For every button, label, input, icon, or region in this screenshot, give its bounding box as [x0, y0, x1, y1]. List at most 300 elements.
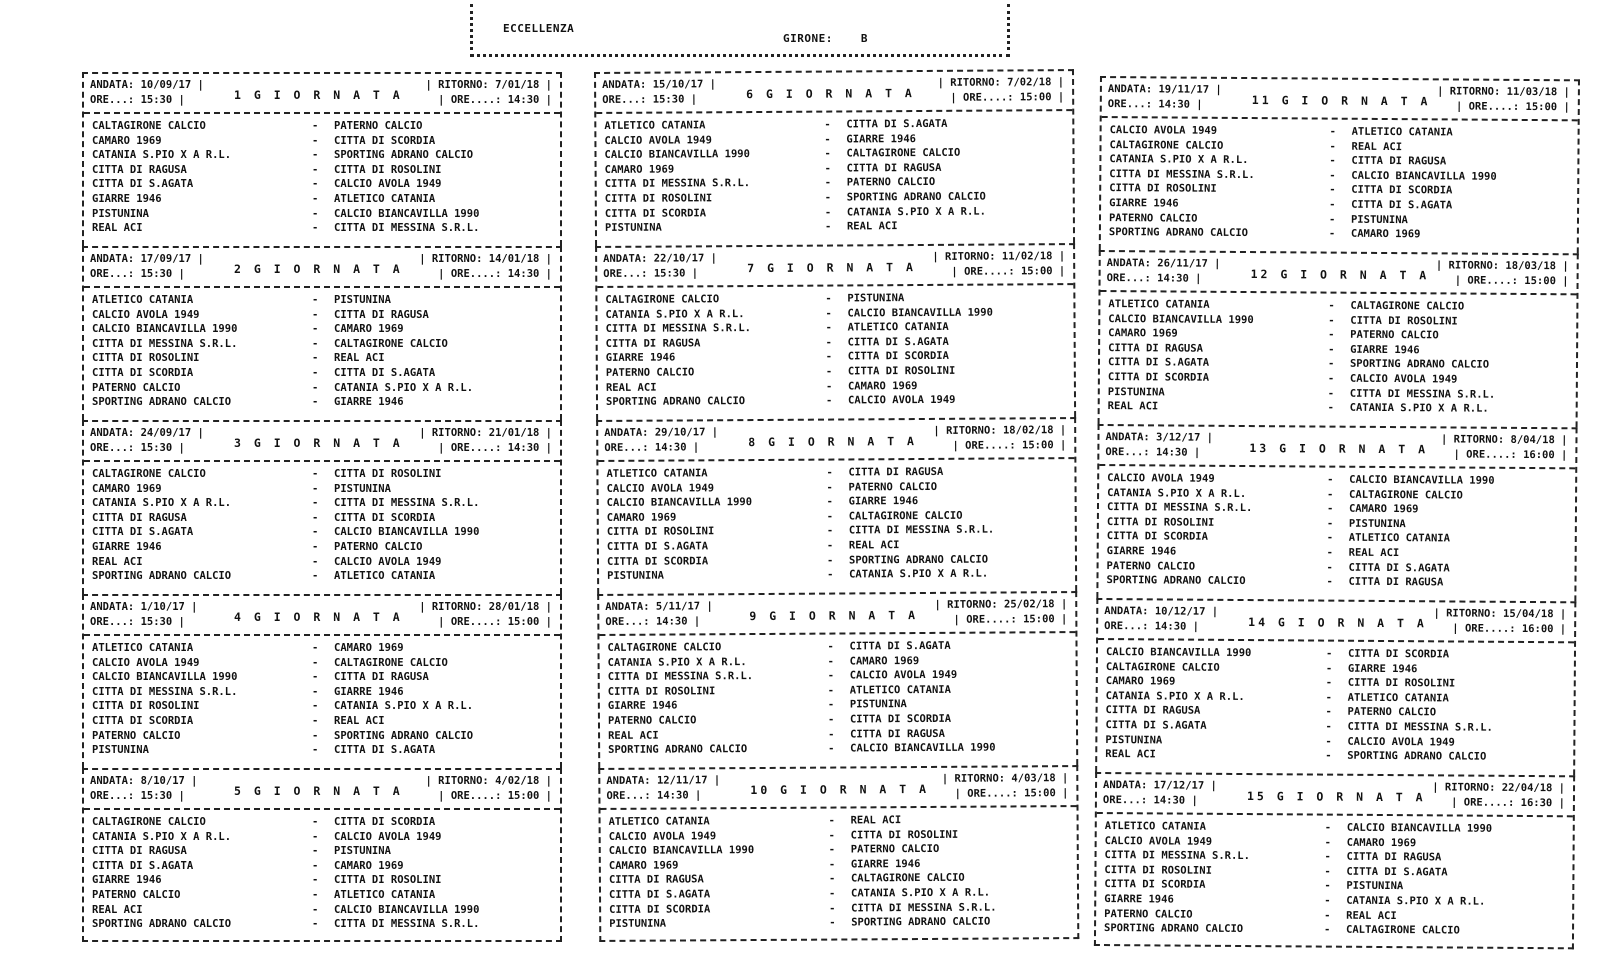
match-dash: -	[1329, 183, 1336, 197]
ore-value: 15:30	[140, 94, 173, 106]
ritorno-time: | ORE....: 14:30 |	[438, 94, 552, 106]
home-team: ATLETICO CATANIA	[92, 642, 194, 654]
match-dash: -	[312, 294, 319, 306]
away-team: CITTA DI RAGUSA	[846, 161, 942, 175]
ritorno-value: 18/03/18	[1505, 259, 1557, 273]
ritorno-value: 18/02/18	[1002, 424, 1054, 437]
ritorno-time: | ORE....: 15:00 |	[1455, 100, 1570, 114]
andata-time: ORE...: 15:30 |	[90, 616, 185, 628]
ore2-label: ORE....:	[1466, 448, 1517, 461]
match-row	[84, 642, 560, 657]
ore2-value: 15:00	[1524, 274, 1556, 288]
ritorno-time: | ORE....: 14:30 |	[438, 268, 552, 280]
match-row	[84, 164, 560, 179]
away-team: CITTA DI ROSOLINI	[334, 163, 442, 176]
round-title: 11 G I O R N A T A	[1251, 93, 1431, 109]
away-team: CATANIA S.PIO X A R.L.	[334, 381, 474, 394]
home-team: CAMARO 1969	[92, 482, 162, 495]
home-team: REAL ACI	[608, 729, 659, 742]
round-box	[595, 243, 1076, 420]
away-team: CAMARO 1969	[1348, 502, 1419, 516]
ore-label: ORE...:	[1107, 98, 1153, 111]
home-team: CALCIO BIANCAVILLA 1990	[1105, 646, 1252, 660]
away-team: CALTAGIRONE CALCIO	[334, 337, 448, 350]
home-team: CALTAGIRONE CALCIO	[1109, 138, 1224, 152]
ritorno-date: | RITORNO: 18/03/18 |	[1435, 259, 1569, 273]
andata-date: ANDATA: 12/11/17 |	[606, 774, 721, 787]
match-dash: -	[1326, 531, 1334, 545]
home-team: CATANIA S.PIO X A R.L.	[92, 149, 232, 162]
ritorno-label: RITORNO:	[431, 253, 483, 265]
away-team: CAMARO 1969	[849, 654, 920, 668]
ore-value: 15:30	[652, 93, 685, 106]
round-header	[1098, 600, 1574, 643]
andata-date: ANDATA: 17/12/17 |	[1103, 779, 1217, 792]
ore2-label: ORE....:	[966, 613, 1017, 626]
round-header	[84, 596, 560, 636]
ritorno-value: 4/03/18	[1011, 772, 1056, 785]
away-team: ATLETICO CATANIA	[847, 321, 949, 334]
away-team: ATLETICO CATANIA	[1351, 125, 1453, 139]
match-dash: -	[825, 380, 833, 393]
home-team: CITTA DI MESSINA S.R.L.	[92, 337, 238, 350]
match-row	[84, 657, 560, 672]
match-dash: -	[824, 191, 832, 204]
home-team: CITTA DI ROSOLINI	[607, 685, 716, 698]
away-team: PATERNO CALCIO	[846, 176, 936, 189]
away-team: CITTA DI S.AGATA	[847, 335, 949, 349]
match-row	[597, 219, 1073, 237]
ritorno-value: 28/01/18	[488, 601, 540, 613]
andata-value: 12/11/17	[656, 774, 708, 787]
ritorno-label: RITORNO:	[438, 775, 489, 787]
round-title: 15 G I O R N A T A	[1246, 789, 1426, 805]
home-team: CALCIO BIANCAVILLA 1990	[606, 496, 753, 510]
home-team: CALCIO AVOLA 1949	[1107, 472, 1215, 485]
home-team: CALCIO AVOLA 1949	[606, 481, 715, 495]
match-dash: -	[826, 554, 834, 567]
ritorno-time: | ORE....: 15:00 |	[954, 787, 1069, 800]
away-team: ATLETICO CATANIA	[849, 683, 951, 697]
home-team: CALCIO AVOLA 1949	[1109, 124, 1218, 137]
match-list	[1096, 814, 1573, 940]
ritorno-label: RITORNO:	[431, 601, 483, 613]
match-dash: -	[824, 118, 831, 131]
ritorno-date: | RITORNO: 11/02/18 |	[932, 250, 1066, 263]
round-box	[598, 765, 1079, 942]
match-row	[84, 816, 560, 831]
away-team: REAL ACI	[1351, 140, 1403, 153]
ritorno-time: | ORE....: 15:00 |	[951, 265, 1066, 278]
match-dash: -	[1327, 357, 1335, 371]
home-team: GIARRE 1946	[1106, 545, 1177, 558]
column-1	[82, 72, 562, 972]
match-list	[1100, 292, 1577, 418]
away-team: CITTA DI MESSINA S.R.L.	[334, 222, 480, 235]
andata-time: ORE...: 14:30 |	[1107, 98, 1203, 111]
away-team: PISTUNINA	[849, 698, 907, 711]
away-team: ATLETICO CATANIA	[1347, 691, 1449, 705]
home-team: SPORTING ADRANO CALCIO	[92, 570, 232, 583]
andata-date: ANDATA: 15/10/17 |	[602, 78, 716, 91]
andata-value: 1/10/17	[140, 601, 185, 613]
home-team: PATERNO CALCIO	[607, 714, 697, 727]
home-team: CITTA DI ROSOLINI	[606, 525, 715, 539]
away-team: CITTA DI S.AGATA	[1346, 865, 1448, 879]
home-team: REAL ACI	[1105, 748, 1156, 761]
away-team: ATLETICO CATANIA	[334, 192, 436, 205]
match-dash: -	[827, 713, 835, 726]
home-team: CITTA DI RAGUSA	[605, 337, 701, 350]
home-team: CITTA DI RAGUSA	[92, 845, 187, 858]
home-team: CITTA DI S.AGATA	[1107, 356, 1210, 370]
match-dash: -	[829, 916, 836, 929]
match-dash: -	[312, 352, 319, 365]
andata-date: ANDATA: 1/10/17 |	[90, 601, 198, 613]
andata-label: ANDATA:	[90, 427, 135, 439]
ritorno-label: RITORNO:	[946, 424, 997, 437]
home-team: REAL ACI	[92, 222, 143, 235]
match-row	[84, 497, 560, 512]
andata-time: ORE...: 14:30 |	[605, 615, 701, 628]
match-dash: -	[1329, 125, 1336, 138]
away-team: GIARRE 1946	[1347, 662, 1418, 675]
match-row	[84, 135, 560, 150]
away-team: CALCIO BIANCAVILLA 1990	[847, 306, 993, 320]
round-box	[597, 591, 1078, 768]
match-dash: -	[312, 482, 319, 495]
ore2-label: ORE....:	[967, 787, 1018, 800]
home-team: CAMARO 1969	[92, 134, 162, 147]
away-team: CITTA DI RAGUSA	[1351, 154, 1447, 168]
away-team: CITTA DI RAGUSA	[334, 671, 429, 684]
match-row	[84, 468, 560, 483]
andata-time: ORE...: 14:30 |	[1105, 446, 1201, 459]
andata-value: 26/11/17	[1157, 257, 1208, 270]
match-dash: -	[1329, 154, 1336, 167]
match-dash: -	[312, 830, 319, 843]
home-team: REAL ACI	[1107, 400, 1159, 413]
match-dash: -	[825, 321, 832, 334]
match-list	[84, 462, 560, 585]
match-dash: -	[312, 845, 319, 858]
away-team: PISTUNINA	[1350, 213, 1408, 226]
match-dash: -	[825, 307, 832, 320]
away-team: CATANIA S.PIO X A R.L.	[334, 700, 474, 713]
home-team: SPORTING ADRANO CALCIO	[605, 395, 746, 409]
andata-time: ORE...: 15:30 |	[90, 790, 185, 802]
round-box	[82, 594, 562, 768]
match-row	[1098, 574, 1574, 592]
away-team: CALTAGIRONE CALCIO	[334, 656, 448, 669]
home-team: CITTA DI MESSINA S.R.L.	[92, 685, 238, 698]
home-team: PISTUNINA	[609, 917, 667, 931]
home-team: REAL ACI	[605, 381, 657, 394]
home-team: CATANIA S.PIO X A R.L.	[92, 830, 232, 843]
match-dash: -	[312, 497, 319, 510]
away-team: CALTAGIRONE CALCIO	[848, 509, 963, 523]
andata-label: ANDATA:	[604, 426, 649, 439]
ore2-value: 15:00	[1024, 787, 1056, 800]
andata-label: ANDATA:	[90, 775, 135, 787]
andata-value: 24/09/17	[140, 427, 192, 439]
home-team: CITTA DI MESSINA S.R.L.	[1109, 167, 1255, 181]
ritorno-date: | RITORNO: 4/02/18 |	[425, 775, 552, 787]
match-dash: -	[828, 858, 836, 871]
match-dash: -	[1325, 662, 1333, 675]
ore2-value: 16:00	[1523, 448, 1555, 462]
match-dash: -	[827, 568, 834, 581]
match-dash: -	[826, 539, 834, 552]
andata-time: ORE...: 15:30 |	[90, 268, 185, 280]
home-team: CITTA DI RAGUSA	[92, 511, 187, 524]
ritorno-label: RITORNO:	[947, 598, 998, 611]
andata-label: ANDATA:	[1106, 257, 1152, 270]
match-dash: -	[826, 510, 834, 523]
away-team: PISTUNINA	[847, 292, 905, 305]
away-team: CITTA DI ROSOLINI	[1347, 676, 1456, 690]
home-team: CITTA DI ROSOLINI	[1106, 515, 1215, 529]
away-team: CITTA DI MESSINA S.R.L.	[848, 523, 995, 537]
andata-date: ANDATA: 29/10/17 |	[604, 426, 719, 439]
away-team: CALTAGIRONE CALCIO	[1346, 923, 1460, 937]
home-team: CALTAGIRONE CALCIO	[607, 641, 722, 654]
match-dash: -	[1326, 546, 1334, 559]
home-team: CITTA DI ROSOLINI	[92, 700, 200, 713]
ore2-label: ORE....:	[450, 94, 502, 106]
andata-time: ORE...: 15:30 |	[90, 94, 185, 106]
round-box	[82, 246, 562, 420]
away-team: CITTA DI MESSINA S.R.L.	[334, 497, 480, 510]
column-3	[1094, 76, 1580, 979]
ritorno-label: RITORNO:	[1448, 259, 1500, 272]
match-row	[84, 120, 560, 135]
round-header	[598, 419, 1074, 462]
match-dash: -	[828, 814, 835, 827]
match-row	[599, 567, 1075, 585]
match-dash: -	[312, 134, 319, 147]
away-team: CITTA DI S.AGATA	[846, 117, 948, 131]
match-row	[84, 874, 560, 889]
match-row	[84, 512, 560, 527]
away-team: CAMARO 1969	[334, 323, 404, 336]
away-team: PISTUNINA	[334, 482, 391, 495]
home-team: CITTA DI S.AGATA	[92, 859, 194, 872]
match-dash: -	[312, 729, 319, 742]
match-dash: -	[1326, 517, 1334, 530]
home-team: CITTA DI RAGUSA	[1105, 704, 1201, 718]
away-team: CITTA DI RAGUSA	[1346, 850, 1442, 864]
match-dash: -	[1326, 575, 1333, 588]
match-dash: -	[826, 481, 833, 494]
andata-label: ANDATA:	[605, 600, 650, 613]
away-team: CITTA DI S.AGATA	[1351, 198, 1453, 212]
round-box	[82, 72, 562, 246]
andata-value: 29/10/17	[654, 426, 706, 439]
ritorno-date: | RITORNO: 18/02/18 |	[933, 424, 1067, 437]
ore-value: 15:30	[140, 616, 173, 628]
match-dash: -	[1329, 198, 1336, 211]
ritorno-label: RITORNO:	[1444, 781, 1496, 794]
andata-date: ANDATA: 22/10/17 |	[603, 252, 718, 265]
match-dash: -	[1328, 314, 1335, 327]
match-dash: -	[312, 381, 319, 394]
away-team: CALCIO BIANCAVILLA 1990	[334, 526, 480, 539]
away-team: PATERNO CALCIO	[334, 120, 423, 132]
match-dash: -	[312, 642, 319, 654]
round-header	[1099, 426, 1575, 469]
ritorno-date: | RITORNO: 25/02/18 |	[934, 598, 1068, 611]
document-header	[470, 4, 1010, 57]
round-title: 13 G I O R N A T A	[1249, 441, 1429, 457]
round-title: 3 G I O R N A T A	[234, 436, 403, 450]
match-dash: -	[828, 742, 835, 755]
match-dash: -	[312, 149, 319, 162]
home-team: GIARRE 1946	[605, 351, 676, 365]
match-row	[84, 541, 560, 556]
home-team: CITTA DI ROSOLINI	[604, 192, 713, 205]
andata-label: ANDATA:	[90, 253, 135, 265]
away-team: CALCIO AVOLA 1949	[334, 830, 442, 843]
home-team: PATERNO CALCIO	[92, 381, 181, 394]
match-row	[84, 526, 560, 541]
home-team: CITTA DI ROSOLINI	[1109, 182, 1217, 196]
home-team: ATLETICO CATANIA	[1108, 298, 1210, 311]
ritorno-time: | ORE....: 15:00 |	[438, 790, 552, 802]
match-dash: -	[824, 206, 832, 219]
match-dash: -	[824, 133, 831, 146]
match-list	[1101, 118, 1578, 244]
home-team: CALCIO BIANCAVILLA 1990	[604, 148, 750, 162]
andata-label: ANDATA:	[602, 78, 647, 91]
away-team: CALTAGIRONE CALCIO	[1349, 488, 1463, 502]
girone-label	[783, 32, 868, 45]
andata-time: ORE...: 15:30 |	[602, 93, 698, 106]
andata-label: ANDATA:	[90, 601, 135, 613]
match-row	[84, 323, 560, 338]
ritorno-time: | ORE....: 15:00 |	[952, 439, 1067, 452]
ore-label: ORE...:	[90, 268, 135, 280]
away-team: CITTA DI S.AGATA	[334, 366, 436, 379]
home-team: CAMARO 1969	[1105, 675, 1176, 688]
match-row	[1097, 748, 1573, 766]
match-dash: -	[312, 192, 319, 205]
home-team: CITTA DI RAGUSA	[92, 163, 187, 176]
home-team: CITTA DI RAGUSA	[608, 873, 704, 887]
home-team: GIARRE 1946	[1109, 197, 1179, 210]
match-dash: -	[827, 684, 835, 697]
match-dash: -	[312, 816, 319, 828]
match-dash: -	[828, 829, 836, 842]
away-team: CALCIO BIANCAVILLA 1990	[334, 903, 480, 916]
ritorno-value: 7/02/18	[1007, 76, 1052, 89]
away-team: CAMARO 1969	[334, 859, 404, 872]
ritorno-date: | RITORNO: 8/04/18 |	[1440, 433, 1568, 447]
andata-value: 17/09/17	[140, 253, 192, 265]
away-team: CATANIA S.PIO X A R.L.	[849, 567, 989, 581]
away-team: CALCIO BIANCAVILLA 1990	[1351, 169, 1497, 183]
ritorno-label: RITORNO:	[944, 250, 996, 263]
round-title: 10 G I O R N A T A	[750, 781, 930, 798]
ore-label: ORE...:	[1105, 446, 1150, 459]
ritorno-value: 21/01/18	[488, 427, 540, 439]
match-dash: -	[1325, 720, 1332, 733]
home-team: SPORTING ADRANO CALCIO	[1108, 226, 1249, 240]
away-team: CALCIO AVOLA 1949	[849, 668, 958, 682]
match-dash: -	[1329, 169, 1336, 182]
ritorno-date: | RITORNO: 15/04/18 |	[1433, 607, 1567, 621]
match-dash: -	[827, 655, 834, 668]
ritorno-time: | ORE....: 16:00 |	[1453, 448, 1568, 462]
ore2-value: 16:30	[1520, 796, 1553, 810]
home-team: CITTA DI MESSINA S.R.L.	[607, 670, 754, 684]
away-team: CITTA DI S.AGATA	[334, 744, 436, 757]
ore2-value: 15:00	[1019, 91, 1052, 104]
home-team: PISTUNINA	[607, 569, 665, 583]
round-header	[1097, 774, 1573, 817]
away-team: PATERNO CALCIO	[334, 540, 423, 553]
ore2-label: ORE....:	[962, 91, 1014, 104]
home-team: PISTUNINA	[92, 207, 149, 220]
home-team: CALTAGIRONE CALCIO	[92, 816, 206, 828]
round-header	[84, 770, 560, 810]
ritorno-label: RITORNO:	[438, 79, 489, 91]
match-dash: -	[312, 656, 319, 669]
home-team: ATLETICO CATANIA	[604, 119, 706, 132]
andata-label: ANDATA:	[606, 774, 651, 787]
ore-value: 14:30	[1153, 794, 1186, 807]
andata-label: ANDATA:	[1104, 605, 1149, 618]
ore-label: ORE...:	[90, 94, 135, 106]
match-dash: -	[1327, 372, 1335, 385]
round-box	[594, 69, 1075, 246]
match-dash: -	[825, 336, 833, 349]
home-team: CITTA DI MESSINA S.R.L.	[1104, 849, 1251, 863]
home-team: CATANIA S.PIO X A R.L.	[1109, 153, 1249, 167]
ritorno-value: 11/02/18	[1001, 250, 1053, 263]
ritorno-date: | RITORNO: 21/01/18 |	[419, 427, 552, 439]
home-team: CALCIO BIANCAVILLA 1990	[92, 671, 238, 684]
away-team: CAMARO 1969	[1346, 836, 1417, 849]
away-team: REAL ACI	[850, 814, 902, 827]
match-row	[84, 178, 560, 193]
home-team: SPORTING ADRANO CALCIO	[92, 918, 232, 931]
away-team: SPORTING ADRANO CALCIO	[334, 729, 474, 742]
away-team: CALCIO BIANCAVILLA 1990	[334, 207, 480, 220]
match-dash: -	[829, 902, 836, 915]
ore-value: 15:30	[140, 790, 173, 802]
andata-date: ANDATA: 8/10/17 |	[90, 775, 198, 787]
away-team: CATANIA S.PIO X A R.L.	[1349, 401, 1489, 415]
home-team: PISTUNINA	[1105, 733, 1163, 747]
away-team: CAMARO 1969	[847, 379, 918, 393]
ore-label: ORE...:	[1104, 620, 1149, 633]
away-team: CALCIO BIANCAVILLA 1990	[1349, 473, 1495, 487]
away-team: CITTA DI S.AGATA	[849, 639, 951, 653]
match-dash: -	[312, 207, 319, 220]
match-dash: -	[312, 323, 319, 336]
away-team: CITTA DI ROSOLINI	[847, 364, 956, 378]
ritorno-label: RITORNO:	[1449, 85, 1501, 98]
home-team: PATERNO CALCIO	[1108, 211, 1198, 225]
home-team: CITTA DI S.AGATA	[608, 888, 711, 901]
match-row	[84, 730, 560, 745]
away-team: CITTA DI SCORDIA	[847, 350, 949, 363]
home-team: GIARRE 1946	[92, 192, 162, 205]
ore-label: ORE...:	[90, 790, 135, 802]
home-team: SPORTING ADRANO CALCIO	[1104, 922, 1244, 936]
girone-value: B	[860, 32, 868, 45]
